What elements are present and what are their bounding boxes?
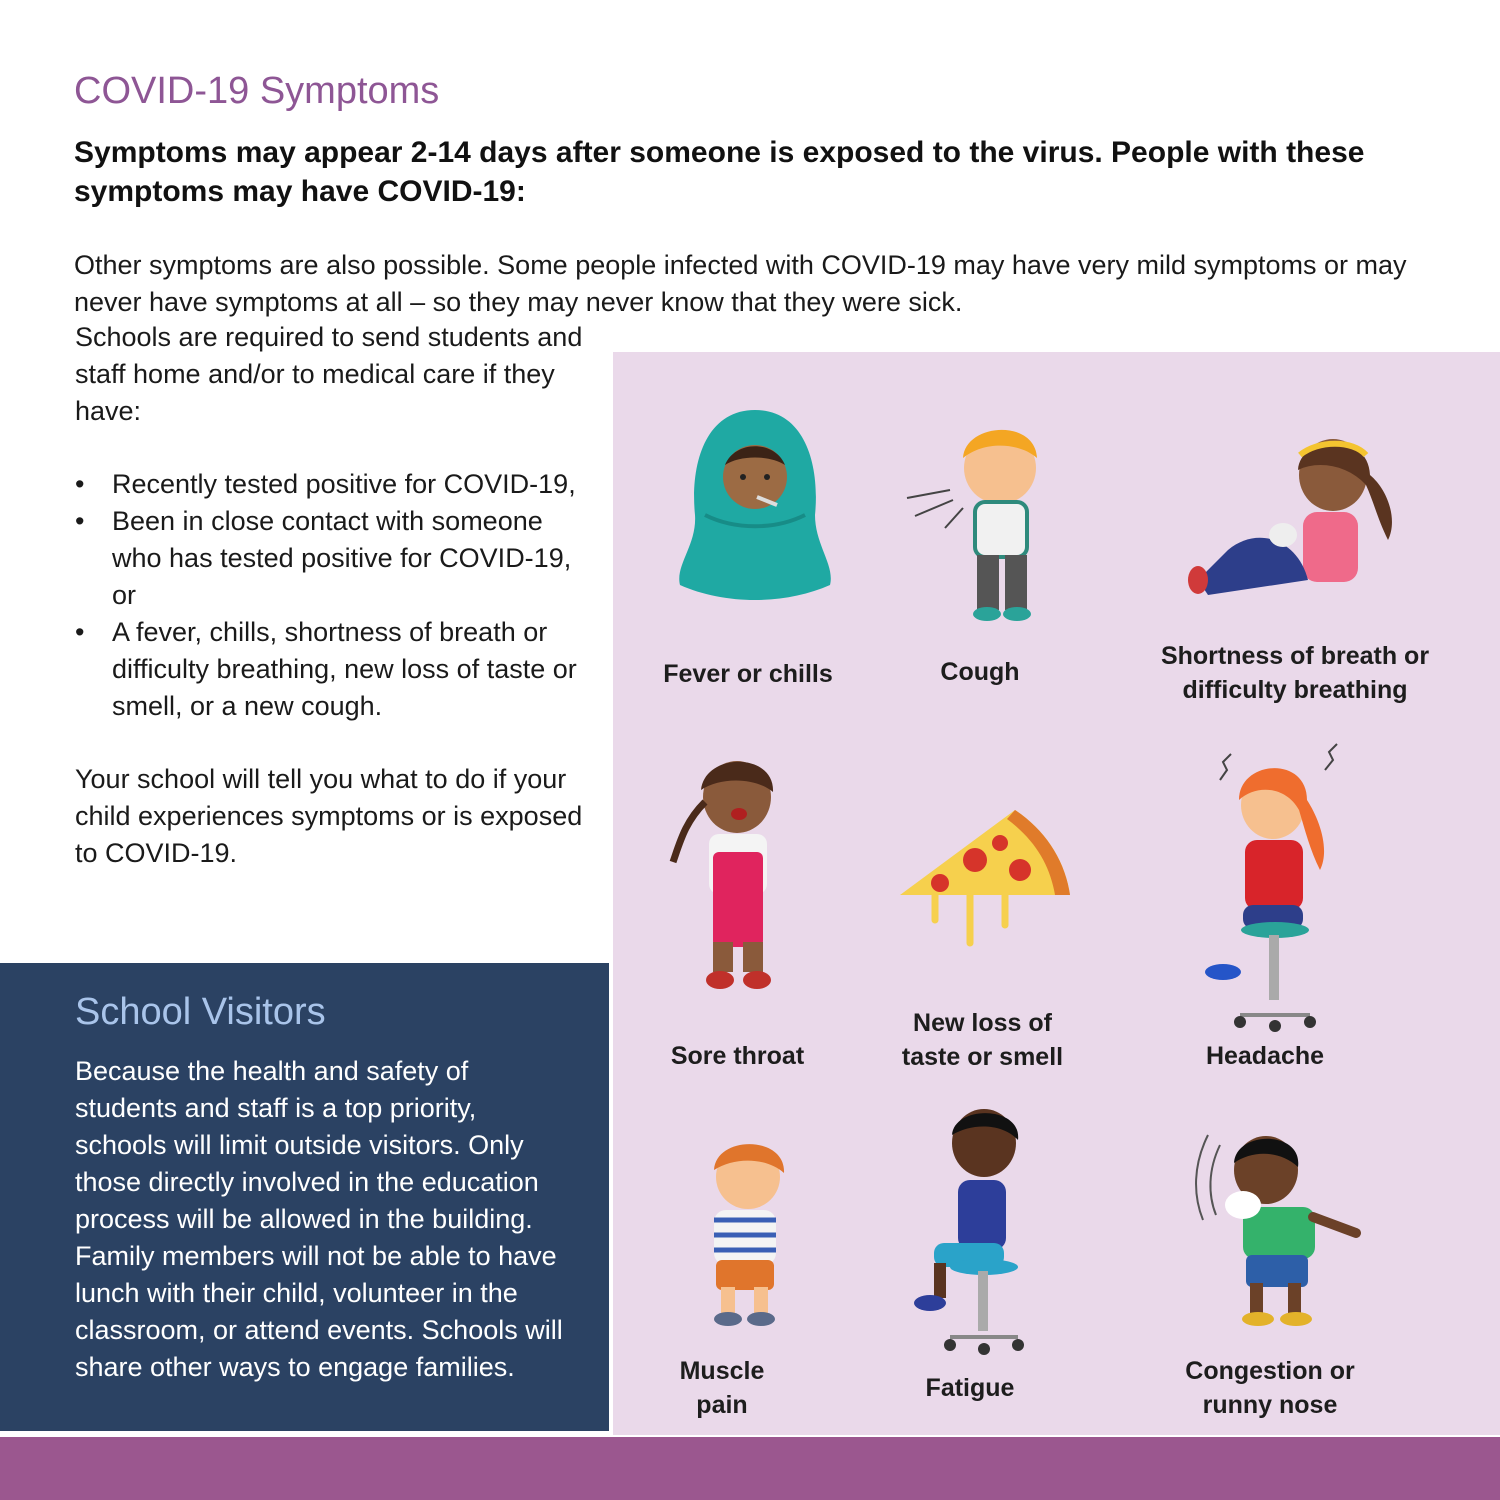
footer-bar <box>0 1437 1500 1500</box>
symptom-label: Fatigue <box>925 1374 1015 1402</box>
headache-icon <box>1195 740 1355 1035</box>
lead-text: Symptoms may appear 2-14 days after someone is exposed to the virus. People with these symptoms may have COVID-19: <box>74 136 1365 208</box>
fatigue-icon <box>912 1105 1042 1355</box>
bullet-item: • Been in close contact with someone who has tested positive for COVID-19, or <box>75 503 585 614</box>
symptom-label: Headache <box>1205 1042 1325 1070</box>
symptom-label: Muscle pain <box>679 1357 765 1419</box>
symptom-label: Fever or chills <box>663 660 833 688</box>
sore-throat-icon <box>665 752 795 997</box>
muscle-pain-icon <box>676 1135 806 1330</box>
symptom-label: Sore throat <box>670 1042 805 1070</box>
page-title: COVID-19 Symptoms <box>74 70 440 112</box>
congestion-icon <box>1188 1125 1363 1330</box>
cough-icon <box>905 418 1055 628</box>
schools-section <box>75 319 585 872</box>
symptom-label: Congestion or runny nose <box>1185 1357 1355 1419</box>
bullet-item: • Recently tested positive for COVID-19, <box>75 466 585 503</box>
symptom-label: Cough <box>940 658 1020 686</box>
fever-chills-icon <box>665 405 845 605</box>
other-symptoms-note: Other symptoms are also possible. Some people infected with COVID-19 may have very mild symptoms or may never have symptoms at all – so they may never know that they were sick. <box>74 250 1407 317</box>
school-visitors-box <box>0 963 609 1431</box>
schools-bullet-list <box>75 466 585 725</box>
bullet-item: • A fever, chills, shortness of breath or difficulty breathing, new loss of taste or smell, or a new cough. <box>75 614 585 725</box>
shortness-of-breath-icon <box>1188 430 1408 610</box>
visitors-title: School Visitors <box>75 991 326 1033</box>
symptom-label: Shortness of breath or difficulty breathing <box>1160 642 1430 704</box>
schools-closing: Your school will tell you what to do if your child experiences symptoms or is exposed to COVID-19. <box>75 764 583 868</box>
visitors-body: Because the health and safety of students and staff is a top priority, schools will limit outside visitors. Only those directly involved in the education process will be allowed in the building. Family members will not be able to have lunch with their child, volunteer in the classroom, or attend events. Schools will share other ways to engage families. <box>75 1056 563 1382</box>
schools-intro: Schools are required to send students and staff home and/or to medical care if they have: <box>75 322 583 426</box>
symptom-label: New loss of taste or smell <box>901 1009 1064 1071</box>
pizza-icon <box>895 805 1075 945</box>
